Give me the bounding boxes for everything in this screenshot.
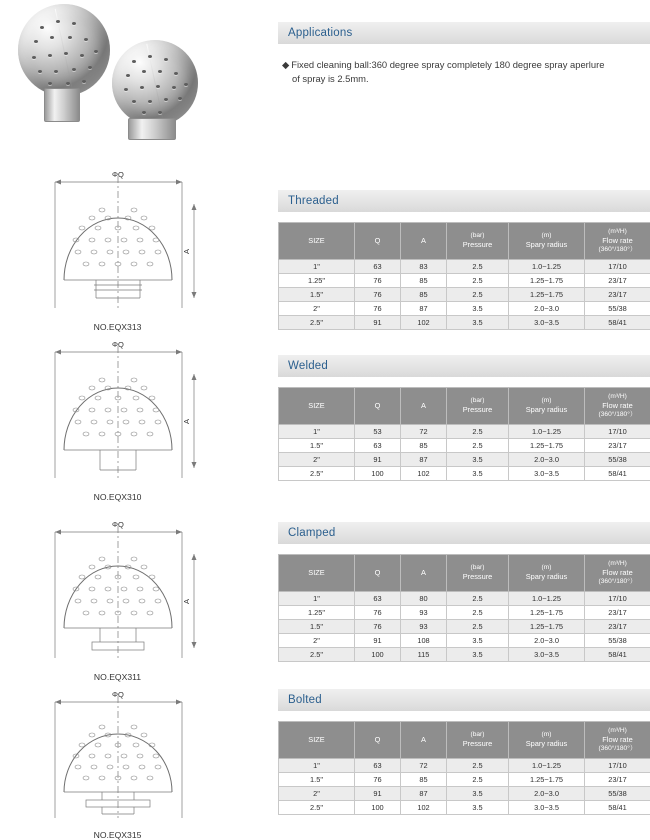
cell-radius: 2.0~3.0 xyxy=(509,787,585,801)
table-row xyxy=(279,801,650,815)
dimension-diameter-label: ΦQ xyxy=(112,690,124,699)
cell-flow: 23/17 xyxy=(585,274,650,288)
cell-q: 91 xyxy=(355,453,401,467)
spec-table-welded xyxy=(278,387,650,481)
cell-pressure: 3.5 xyxy=(447,801,509,815)
cell-flow: 58/41 xyxy=(585,648,650,662)
cell-radius: 1.25~1.75 xyxy=(509,288,585,302)
cell-size: 2.5" xyxy=(279,801,355,815)
table-row xyxy=(279,288,650,302)
cell-pressure: 3.5 xyxy=(447,634,509,648)
section-welded xyxy=(278,355,650,481)
dimension-diameter-label: ΦQ xyxy=(112,170,124,179)
table-row xyxy=(279,759,650,773)
col-pressure: (bar) Pressure xyxy=(447,555,509,592)
cell-radius: 2.0~3.0 xyxy=(509,302,585,316)
cell-flow: 23/17 xyxy=(585,620,650,634)
cell-flow: 23/17 xyxy=(585,606,650,620)
cell-size: 2.5" xyxy=(279,316,355,330)
cell-radius: 1.25~1.75 xyxy=(509,773,585,787)
cell-q: 91 xyxy=(355,787,401,801)
table-row xyxy=(279,648,650,662)
table-row xyxy=(279,425,650,439)
applications-title: Applications xyxy=(278,22,650,44)
section-title-bolted: Bolted xyxy=(278,689,650,711)
drawing-svg-eqx315 xyxy=(30,688,205,828)
col-radius: (m) Spary radius xyxy=(509,223,585,260)
cell-size: 1.5" xyxy=(279,620,355,634)
cell-a: 72 xyxy=(401,425,447,439)
section-threaded xyxy=(278,190,650,330)
cell-flow: 23/17 xyxy=(585,439,650,453)
cell-pressure: 2.5 xyxy=(447,288,509,302)
table-row xyxy=(279,787,650,801)
cell-size: 1" xyxy=(279,759,355,773)
cell-size: 2.5" xyxy=(279,467,355,481)
spec-table-bolted xyxy=(278,721,650,815)
cell-pressure: 3.5 xyxy=(447,316,509,330)
cell-pressure: 2.5 xyxy=(447,620,509,634)
cell-radius: 1.0~1.25 xyxy=(509,759,585,773)
section-clamped xyxy=(278,522,650,662)
cell-q: 91 xyxy=(355,316,401,330)
cell-size: 2" xyxy=(279,302,355,316)
cleaning-ball-large-image xyxy=(18,4,110,96)
cell-a: 108 xyxy=(401,634,447,648)
cell-a: 85 xyxy=(401,274,447,288)
applications-line-2: of spray is 2.5mm. xyxy=(282,72,650,86)
cell-size: 1.25" xyxy=(279,274,355,288)
cell-pressure: 2.5 xyxy=(447,773,509,787)
table-row xyxy=(279,592,650,606)
drawing-eqx313 xyxy=(30,168,205,332)
cell-pressure: 3.5 xyxy=(447,302,509,316)
col-q: Q xyxy=(355,722,401,759)
col-q: Q xyxy=(355,388,401,425)
cell-a: 85 xyxy=(401,773,447,787)
cell-a: 102 xyxy=(401,801,447,815)
table-row xyxy=(279,302,650,316)
dimension-height-label: A xyxy=(182,599,191,604)
cell-flow: 55/38 xyxy=(585,787,650,801)
cell-size: 2" xyxy=(279,453,355,467)
cell-q: 63 xyxy=(355,260,401,274)
cell-a: 102 xyxy=(401,467,447,481)
cell-pressure: 3.5 xyxy=(447,453,509,467)
cell-flow: 17/10 xyxy=(585,425,650,439)
cell-radius: 3.0~3.5 xyxy=(509,648,585,662)
dimension-height-label: A xyxy=(182,419,191,424)
cell-a: 102 xyxy=(401,316,447,330)
cell-a: 93 xyxy=(401,620,447,634)
drawing-label-eqx311: NO.EQX311 xyxy=(30,672,205,682)
cell-a: 87 xyxy=(401,453,447,467)
cell-a: 87 xyxy=(401,302,447,316)
cell-a: 72 xyxy=(401,759,447,773)
table-header-row xyxy=(279,388,650,425)
table-row xyxy=(279,453,650,467)
cell-flow: 55/38 xyxy=(585,453,650,467)
table-header-row xyxy=(279,555,650,592)
col-radius: (m) Spary radius xyxy=(509,388,585,425)
col-radius: (m) Spary radius xyxy=(509,722,585,759)
drawing-svg-eqx313 xyxy=(30,168,205,320)
cell-a: 80 xyxy=(401,592,447,606)
col-size: SIZE xyxy=(279,388,355,425)
cell-radius: 1.25~1.75 xyxy=(509,606,585,620)
drawing-eqx311 xyxy=(30,518,205,682)
cell-pressure: 3.5 xyxy=(447,648,509,662)
cell-flow: 17/10 xyxy=(585,592,650,606)
cell-radius: 1.25~1.75 xyxy=(509,439,585,453)
cell-pressure: 2.5 xyxy=(447,260,509,274)
col-flow: (m³/H) Flow rate (360°/180°） xyxy=(585,555,650,592)
drawing-svg-eqx311 xyxy=(30,518,205,670)
cleaning-ball-small-neck xyxy=(128,118,176,140)
cell-flow: 58/41 xyxy=(585,801,650,815)
col-pressure: (bar) Pressure xyxy=(447,722,509,759)
cell-q: 76 xyxy=(355,606,401,620)
section-title-clamped: Clamped xyxy=(278,522,650,544)
cell-a: 115 xyxy=(401,648,447,662)
bullet-icon: ◆ xyxy=(282,59,289,70)
dimension-height-label: A xyxy=(182,249,191,254)
cell-flow: 58/41 xyxy=(585,467,650,481)
cell-radius: 1.0~1.25 xyxy=(509,260,585,274)
col-q: Q xyxy=(355,555,401,592)
product-photo xyxy=(0,0,270,150)
col-a: A xyxy=(401,223,447,260)
cell-size: 1.5" xyxy=(279,773,355,787)
applications-section xyxy=(278,0,650,85)
cell-size: 1.5" xyxy=(279,288,355,302)
col-a: A xyxy=(401,722,447,759)
section-bolted xyxy=(278,689,650,815)
cell-a: 85 xyxy=(401,288,447,302)
cell-flow: 23/17 xyxy=(585,288,650,302)
col-flow: (m³/H) Flow rate (360°/180°） xyxy=(585,223,650,260)
cell-q: 76 xyxy=(355,620,401,634)
cell-q: 91 xyxy=(355,634,401,648)
table-row xyxy=(279,274,650,288)
col-radius: (m) Spary radius xyxy=(509,555,585,592)
spec-table-threaded xyxy=(278,222,650,330)
drawing-eqx315 xyxy=(30,688,205,840)
cell-q: 53 xyxy=(355,425,401,439)
table-row xyxy=(279,773,650,787)
cell-flow: 58/41 xyxy=(585,316,650,330)
cell-size: 2" xyxy=(279,634,355,648)
drawing-eqx310 xyxy=(30,338,205,502)
col-flow: (m³/H) Flow rate (360°/180°） xyxy=(585,388,650,425)
table-row xyxy=(279,620,650,634)
cell-a: 85 xyxy=(401,439,447,453)
drawing-svg-eqx310 xyxy=(30,338,205,490)
dimension-diameter-label: ΦQ xyxy=(112,520,124,529)
applications-body xyxy=(278,58,650,85)
cell-size: 1.25" xyxy=(279,606,355,620)
table-row xyxy=(279,606,650,620)
table-row xyxy=(279,634,650,648)
cell-q: 100 xyxy=(355,648,401,662)
drawing-label-eqx315: NO.EQX315 xyxy=(30,830,205,840)
cell-pressure: 2.5 xyxy=(447,439,509,453)
table-row xyxy=(279,316,650,330)
cell-q: 76 xyxy=(355,773,401,787)
cell-radius: 1.0~1.25 xyxy=(509,425,585,439)
cell-radius: 2.0~3.0 xyxy=(509,453,585,467)
cell-flow: 23/17 xyxy=(585,773,650,787)
cell-q: 100 xyxy=(355,801,401,815)
cell-a: 83 xyxy=(401,260,447,274)
drawing-label-eqx310: NO.EQX310 xyxy=(30,492,205,502)
col-a: A xyxy=(401,388,447,425)
cell-q: 100 xyxy=(355,467,401,481)
cell-q: 63 xyxy=(355,439,401,453)
section-title-welded: Welded xyxy=(278,355,650,377)
cell-q: 76 xyxy=(355,302,401,316)
cleaning-ball-large-neck xyxy=(44,88,80,122)
col-size: SIZE xyxy=(279,722,355,759)
cell-radius: 3.0~3.5 xyxy=(509,316,585,330)
col-pressure: (bar) Pressure xyxy=(447,223,509,260)
cell-size: 1.5" xyxy=(279,439,355,453)
cell-flow: 55/38 xyxy=(585,634,650,648)
cell-a: 93 xyxy=(401,606,447,620)
cell-radius: 2.0~3.0 xyxy=(509,634,585,648)
cell-q: 76 xyxy=(355,274,401,288)
col-q: Q xyxy=(355,223,401,260)
cell-pressure: 2.5 xyxy=(447,274,509,288)
table-row xyxy=(279,439,650,453)
col-a: A xyxy=(401,555,447,592)
cell-size: 2.5" xyxy=(279,648,355,662)
cell-radius: 1.0~1.25 xyxy=(509,592,585,606)
cell-q: 63 xyxy=(355,759,401,773)
dimension-diameter-label: ΦQ xyxy=(112,340,124,349)
cell-a: 87 xyxy=(401,787,447,801)
table-row xyxy=(279,260,650,274)
cell-pressure: 2.5 xyxy=(447,759,509,773)
spec-table-clamped xyxy=(278,554,650,662)
cell-radius: 3.0~3.5 xyxy=(509,467,585,481)
cleaning-ball-small-image xyxy=(112,40,198,126)
table-row xyxy=(279,467,650,481)
col-pressure: (bar) Pressure xyxy=(447,388,509,425)
cell-pressure: 2.5 xyxy=(447,606,509,620)
col-size: SIZE xyxy=(279,555,355,592)
section-title-threaded: Threaded xyxy=(278,190,650,212)
col-flow: (m³/H) Flow rate (360°/180°） xyxy=(585,722,650,759)
cell-size: 1" xyxy=(279,425,355,439)
col-size: SIZE xyxy=(279,223,355,260)
table-header-row xyxy=(279,223,650,260)
drawing-label-eqx313: NO.EQX313 xyxy=(30,322,205,332)
cell-q: 63 xyxy=(355,592,401,606)
cell-pressure: 2.5 xyxy=(447,425,509,439)
applications-line-1: Fixed cleaning ball:360 degree spray completely 180 degree spray aperlure xyxy=(291,59,604,70)
cell-flow: 55/38 xyxy=(585,302,650,316)
cell-size: 2" xyxy=(279,787,355,801)
cell-flow: 17/10 xyxy=(585,759,650,773)
cell-flow: 17/10 xyxy=(585,260,650,274)
cell-pressure: 2.5 xyxy=(447,592,509,606)
cell-radius: 1.25~1.75 xyxy=(509,620,585,634)
cell-pressure: 3.5 xyxy=(447,787,509,801)
cell-radius: 1.25~1.75 xyxy=(509,274,585,288)
cell-q: 76 xyxy=(355,288,401,302)
table-header-row xyxy=(279,722,650,759)
cell-size: 1" xyxy=(279,592,355,606)
cell-pressure: 3.5 xyxy=(447,467,509,481)
cell-radius: 3.0~3.5 xyxy=(509,801,585,815)
cell-size: 1" xyxy=(279,260,355,274)
